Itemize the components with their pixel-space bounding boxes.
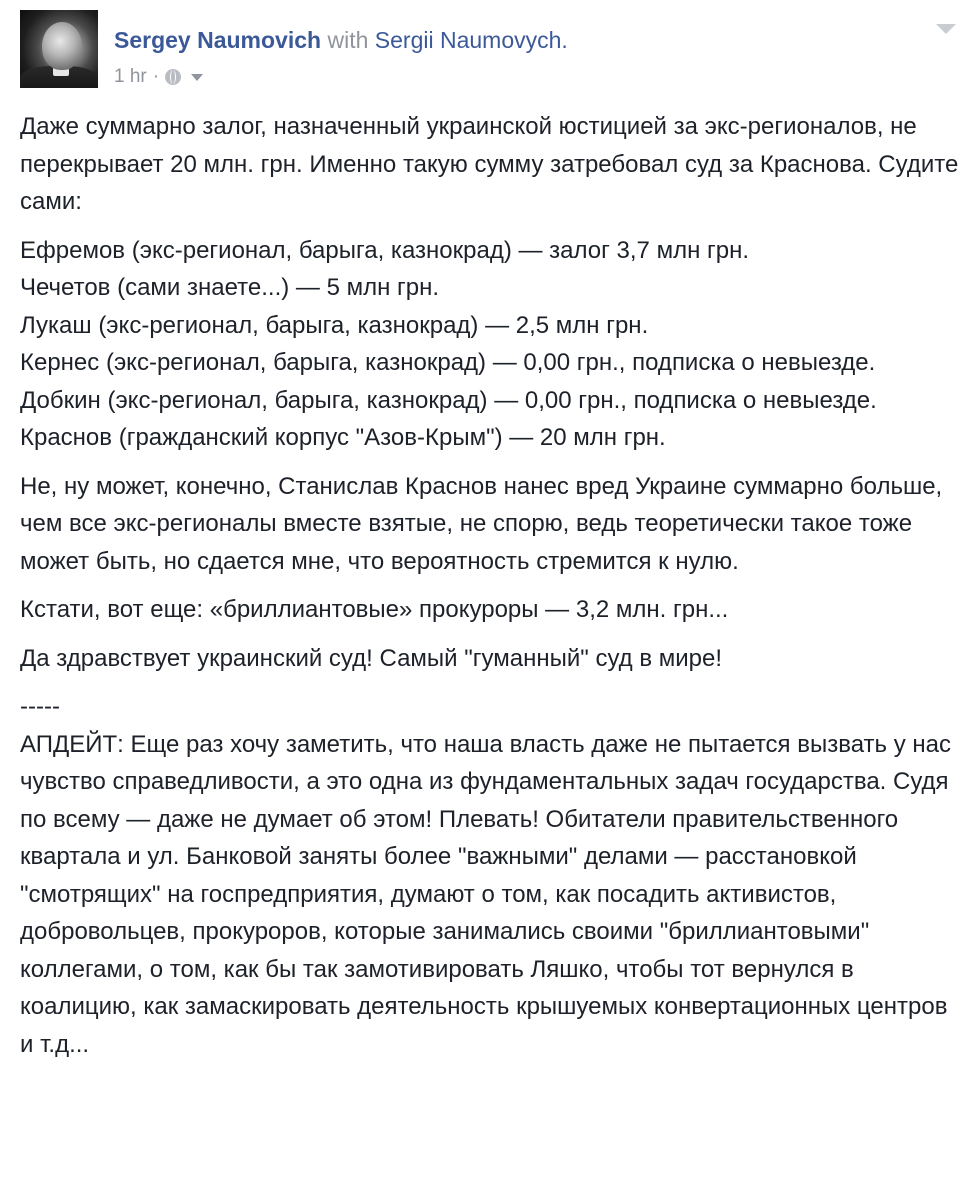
tagged-user-link[interactable]: Sergii Naumovych.	[374, 27, 568, 53]
post-meta	[114, 65, 203, 89]
timestamp-link[interactable]: 1 hr	[114, 66, 147, 87]
post-paragraph	[20, 108, 965, 221]
post-text-line: Да здравствует украинский суд! Самый "гуманный" суд в мире!	[20, 644, 722, 672]
post-paragraph	[20, 591, 965, 629]
author-name-link[interactable]: Sergey Naumovich	[114, 27, 322, 53]
post-text-line: Не, ну может, конечно, Станислав Краснов нанес вред Украине суммарно больше, чем все экс-регионалы вместе взятые, не спорю, ведь теоретически такое тоже может быть, но сдается мне, что вероятность стремится к нулю.	[20, 472, 943, 575]
post-text-line: Кернес (экс-регионал, барыга, казнокрад) — 0,00 грн., подписка о невыезде.	[20, 349, 876, 376]
post-text-line: Кстати, вот еще: «бриллиантовые» прокуроры — 3,2 млн. грн...	[20, 596, 729, 623]
post-text-line: Ефремов (экс-регионал, барыга, казнокрад) — залог 3,7 млн грн.	[20, 236, 750, 264]
post-options-chevron-icon[interactable]	[936, 24, 956, 34]
chevron-down-icon[interactable]	[191, 74, 203, 81]
avatar[interactable]	[20, 10, 98, 88]
globe-icon	[165, 69, 181, 85]
post-header	[20, 10, 960, 88]
post-text-line: Краснов (гражданский корпус "Азов-Крым") — 20 млн грн.	[20, 424, 666, 451]
post-body	[20, 108, 965, 1074]
post-text-line: -----	[20, 693, 60, 720]
post-paragraph	[20, 468, 965, 581]
author-line	[114, 26, 568, 54]
with-word: with	[327, 27, 369, 53]
post-paragraph	[20, 232, 965, 457]
post-paragraph	[20, 640, 965, 678]
post-text-line: Даже суммарно залог, назначенный украинской юстицией за экс-регионалов, не перекрывает 20 млн. грн. Именно такую сумму затребовал суд за Краснова. Судите сами:	[20, 113, 959, 215]
avatar-face	[42, 22, 82, 70]
post-text-line: АПДЕЙТ: Еще раз хочу заметить, что наша власть даже не пытается вызвать у нас чувство справедливости, а это одна из фундаментальных задач государства. Судя по всему — даже не думает об этом! Плевать! Обитатели правительственного квартала и ул. Банковой заняты более "важными" делами — расстановкой "смотрящих" на госпредприятия, думают о том, как посадить активистов, добровольцев, прокуроров, которые занимались своими "бриллиантовыми" коллегами, о том, как бы так замотивировать Ляшко, чтобы тот вернулся в коалицию, как замаскировать деятельность крышуемых конвертационных центров и т.д...	[20, 730, 951, 1058]
post-text-line: Чечетов (сами знаете...) — 5 млн грн.	[20, 274, 440, 301]
meta-separator: ·	[152, 66, 160, 87]
post-text-line: Лукаш (экс-регионал, барыга, казнокрад) — 2,5 млн грн.	[20, 311, 649, 339]
post-paragraph	[20, 688, 965, 1063]
post-text-line: Добкин (экс-регионал, барыга, казнокрад) — 0,00 грн., подписка о невыезде.	[20, 386, 877, 414]
